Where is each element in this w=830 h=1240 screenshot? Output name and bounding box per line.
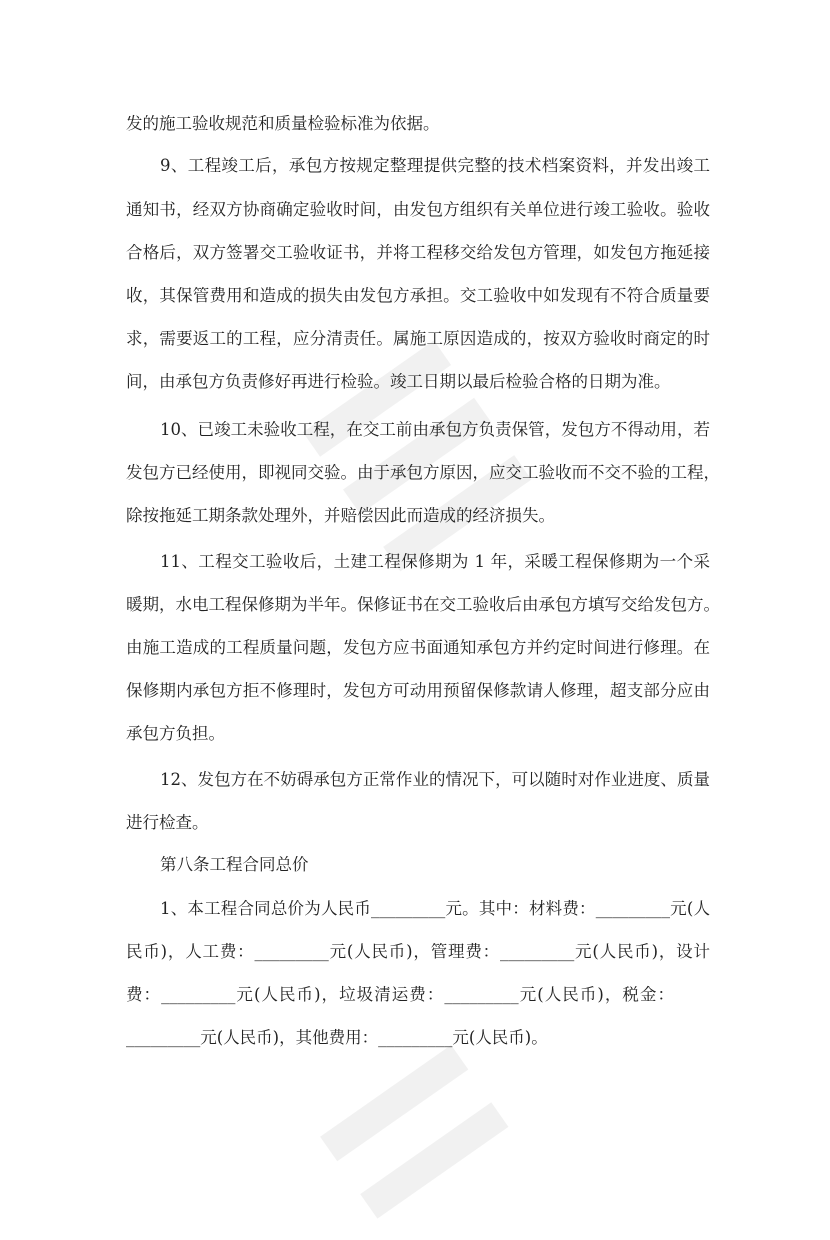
clause-11-line: 11、工程交工验收后，土建工程保修期为 1 年，采暖工程保修期为一个采 <box>160 552 710 571</box>
text-line: _________元(人民币)，其他费用：_________元(人民币)。 <box>126 1028 548 1047</box>
text-line: 收，其保管费用和造成的损失由发包方承担。交工验收中如发现有不符合质量要 <box>126 286 710 305</box>
section-heading: 第八条工程合同总价 <box>160 855 309 874</box>
text-line: 合格后，双方签署交工验收证书，并将工程移交给发包方管理，如发包方拖延接 <box>126 243 710 262</box>
text-line: 进行检查。 <box>126 813 209 832</box>
text-line: 间，由承包方负责修好再进行检验。竣工日期以最后检验合格的日期为准。 <box>126 372 671 391</box>
clause-10-line: 10、已竣工未验收工程，在交工前由承包方负责保管，发包方不得动用，若 <box>160 420 710 439</box>
price-clause-line: 1、本工程合同总价为人民币_________元。其中：材料费：_________元(人 <box>160 899 710 918</box>
text-line: 由施工造成的工程质量问题，发包方应书面通知承包方并约定时间进行修理。在 <box>126 638 710 657</box>
watermark-icon <box>300 1040 540 1240</box>
text-line: 除按拖延工期条款处理外，并赔偿因此而造成的经济损失。 <box>126 506 555 525</box>
text-line: 费：_________元(人民币)，垃圾清运费：_________元(人民币)，税金： <box>126 985 674 1004</box>
text-line: 保修期内承包方拒不修理时，发包方可动用预留保修款请人修理，超支部分应由 <box>126 681 710 700</box>
text-line: 承包方负担。 <box>126 724 225 743</box>
text-line: 通知书，经双方协商确定验收时间，由发包方组织有关单位进行竣工验收。验收 <box>126 200 710 219</box>
text-line: 发的施工验收规范和质量检验标准为依据。 <box>126 114 440 133</box>
text-line: 暖期，水电工程保修期为半年。保修证书在交工验收后由承包方填写交给发包方。 <box>126 595 720 614</box>
text-line: 发包方已经使用，即视同交验。由于承包方原因，应交工验收而不交不验的工程， <box>126 463 720 482</box>
clause-12-line: 12、发包方在不妨碍承包方正常作业的情况下，可以随时对作业进度、质量 <box>160 770 710 789</box>
text-line: 求，需要返工的工程，应分清责任。属施工原因造成的，按双方验收时商定的时 <box>126 329 710 348</box>
text-line: 民币)，人工费：_________元(人民币)，管理费：_________元(人民币)，设计 <box>126 942 710 961</box>
clause-9-line: 9、工程竣工后，承包方按规定整理提供完整的技术档案资料，并发出竣工 <box>160 156 710 175</box>
